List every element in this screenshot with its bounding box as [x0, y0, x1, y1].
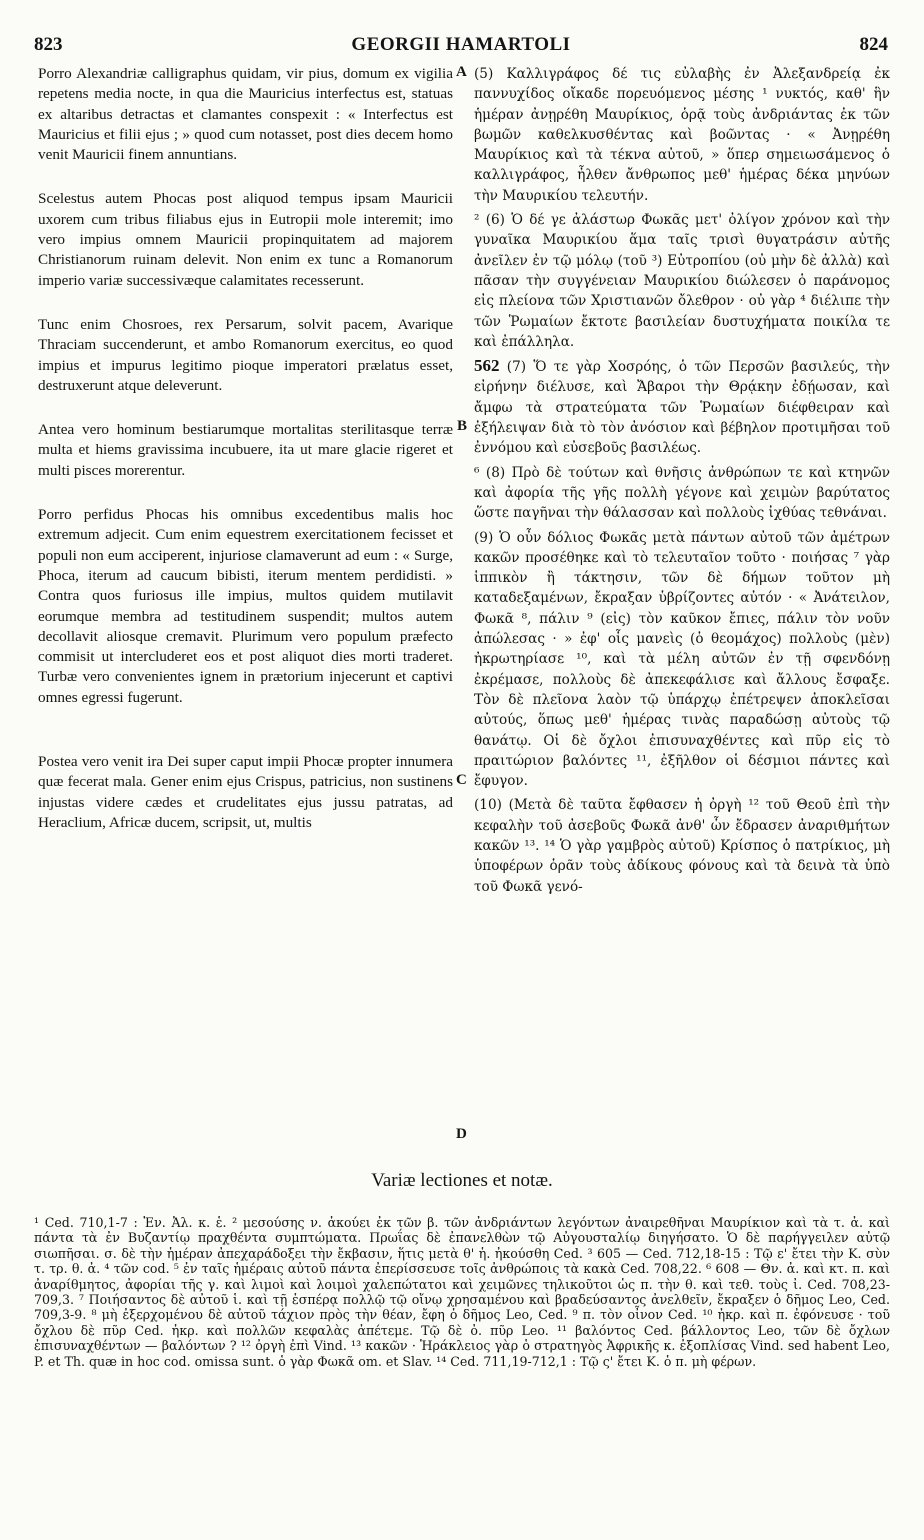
page-number-right: 824	[859, 34, 888, 55]
section-number: 562	[474, 356, 500, 376]
margin-marker-d: D	[456, 1126, 467, 1142]
margin-marker-a: A	[456, 64, 467, 80]
greek-paragraph: (9) Ὁ οὖν δόλιος Φωκᾶς μετὰ πάντων αὐτοῦ τῶν ἀμέτρων κακῶν προσέθηκε καὶ τὸ τελευταῖον τοῦτο · ποιήσας ⁷ γὰρ ἱππικὸν ἢ τάκτησιν, τῶν δὲ δήμων τοῦτον μὴ καταδεξαμένων, ἔκραξαν ὑβρίζοντες αὐτόν · « Ἀνάτειλον, Φωκᾶ ⁸, πάλιν ⁹ (εἰς) τὸν καῦκον ἔπιες, πάλιν τὸν νοῦν ἀπώλεσας · » ἐφ' οἷς μανεὶς (ὁ θεομάχος) πολλοὺς (μὲν) ἠκρωτηρίασε ¹⁰, καὶ τὰ μέλη αὐτῶν ἐν τῇ σφενδόνῃ ἐκρέμασε, πολλοὺς δὲ ἀπεκεφάλισε καὶ ἄλλους ἔσφαξε. Τὸν δὲ πλεῖονα λαὸν τῷ ὑπάρχῳ ἐπέτρεψεν ἀποκλεῖσαι αὐτούς, ὅπως μεθ' ἡμέρας τινὰς παραδώσῃ αὐτοὺς τῷ θανάτῳ. Οἱ δὲ ὄχλοι ἐπισυναχθέντες καὶ πῦρ εἰς τὸ πραιτώριον βαλόντες ¹¹, ἐξῆλθον οἱ δέσμιοι πάντες καὶ ἔφυγον.	[474, 529, 890, 790]
greek-paragraph: (10) (Μετὰ δὲ ταῦτα ἔφθασεν ἡ ὀργὴ ¹² τοῦ Θεοῦ ἐπὶ τὴν κεφαλὴν τοῦ ἀσεβοῦς Φωκᾶ ἀνθ' ὧν ἔδρασεν ἀναριθμήτων κακῶν ¹³. ¹⁴ Ὁ γὰρ γαμβρὸς αὐτοῦ) Κρίσπος ὁ πατρίκιος, μὴ ὑποφέρων ὁρᾶν τοὺς ἀδίκους φόνους καὶ τὰ δεινὰ τὰ ὑπὸ τοῦ Φωκᾶ γενό-	[474, 797, 890, 895]
margin-marker-b: B	[457, 418, 468, 434]
footnotes-text: ¹ Ced. 710,1-7 : Ἐν. Ἀλ. κ. ἑ. ² μεσούσης ν. ἀκούει ἐκ τῶν β. τῶν ἀνδριάντων λεγόντων ἀναιρεθῆναι Μαυρίκιον καὶ τὰ τ. ἀ. καὶ πάντα τὰ ἐν Βυζαντίῳ πραχθέντα συμπτώματα. Πρωΐας δὲ ἐπανελθὼν τῷ Αὐγουσταλίῳ διηγήσατο. Ὁ δὲ παρήγγειλεν αὐτῷ σιωπῆσαι. σ. δὲ τὴν ἡμέραν ἀπεχαράδοξει τὴν ἔκβασιν, ἥτις μετὰ θ' ἡ. ἠκούσθη Ced. ³ 605 — Ced. 712,18-15 : Τῷ ε' ἔτει τὴν Κ. σὺν τ. τρ. θ. ἀ. ⁴ τῶν cod. ⁵ ἐν ταῖς ἡμέραις αὐτοῦ πάντα ἐπερίσσευσε τοῖς ἀνθρώποις τὰ κακὰ Ced. 708,22. ⁶ 608 — Θν. ἀ. καὶ κτ. π. καὶ ἀναρίθμητος, ἀφορίαι τῆς γ. καὶ λιμοὶ καὶ λοιμοὶ χαλεπώτατοι καὶ χειμῶνες τηλικοῦτοι ὡς π. τὴν θ. καὶ τεθ. τοὺς ἰ. Ced. 708,23-709,3. ⁷ Ποιήσαντος δὲ αὐτοῦ ἱ. καὶ τῇ ἑσπέρᾳ πολλῷ τῷ οἴνῳ χρησαμένου καὶ βραδεύσαντος ἀνελθεῖν, ἔκραξεν ὁ δῆμος Leo, Ced. 709,3-9. ⁸ μὴ ἐξερχομένου δὲ αὐτοῦ τάχιον πρὸς τὴν θέαν, ἔφη ὁ δῆμος Leo, Ced. ⁹ π. τὸν οἶνον Ced. ¹⁰ ἠκρ. καὶ π. ἐφόνευσε · τοῦ ὄχλου δὲ πῦρ Ced. ἠκρ. καὶ πολλῶν κεφαλὰς ἀπέτεμε. Τῷ δὲ ὀ. πῦρ Leo. ¹¹ βαλόντος Ced. βάλλοντος Leo, τῶν δὲ ὄχλων ἐπισυναχθέντων — βαλόντων ? ¹² ὀργὴ ἐπὶ Vind. ¹³ κακῶν · Ἡράκλειος γὰρ ὁ στρατηγὸς Ἀφρικῆς κ. ἐξοπλίσας Vind. sed habent Leo, P. et Th. quæ in hoc cod. omissa sunt. ὁ γὰρ Φωκᾶ om. et Slav. ¹⁴ Ced. 711,19-712,1 : Τῷ ς' ἔτει Κ. ὁ π. μὴ φέρων.	[34, 1215, 890, 1369]
footnotes	[34, 1215, 890, 1369]
latin-paragraph: Antea vero hominum bestiarumque mortalitas sterilitasque terræ multa et hiems gravissima incubuere, ita ut mare glacie rigeret et multi pisces morerentur.	[38, 421, 453, 479]
greek-paragraph	[474, 356, 890, 458]
latin-paragraph: Postea vero venit ira Dei super caput impii Phocæ propter innumera quæ fecerat mala. Gener enim ejus Crispus, patricius, non sustinens injustas videre cædes et crudelitates ejus jussu patratas, ad Heraclium, Africæ ducem, scripsit, ut, multis	[38, 753, 453, 831]
greek-paragraph: (5) Καλλιγράφος δέ τις εὐλαβὴς ἐν Ἀλεξανδρείᾳ ἐκ παννυχίδος οἴκαδε πορευόμενος μέσης ¹ νυκτός, καθ' ἣν ἡμέραν ἀνῃρέθη Μαυρίκιος, ὁρᾷ τοὺς ἀνδριάντας ἐκ τῶν βωμῶν καθελκυσθέντας καὶ βοῶντας · « Ἀνῃρέθη Μαυρίκιος καὶ τὰ τέκνα αὐτοῦ, » ὅπερ σημειωσάμενος ὁ καλλιγράφος, ἦλθεν ἄνθρωπος μεθ' ἡμέρας δέκα μηνύων τὴν Μαυρικίου τελευτήν.	[474, 66, 890, 204]
latin-paragraph: Porro perfidus Phocas his omnibus excedentibus malis hoc extremum adjecit. Cum enim equestrem exercitationem fecisset et populi non eum acciperent, injuriose clamaverunt ad eum : « Surge, Phoca, iterum ad caucum bibisti, iterum mentem perdidisti. » Contra quos furiosus ille impius, multos quidem mutilavit eorumque membra ad testitudinem suspendit; multos autem decollavit aliosque cremavit. Plurimum vero populum præfecto commisit ut intercluderet eos et post aliquot dies morti traderet. Turbæ vero convenientes ignem in prætorium injecerunt et captivi omnes egressi fugerunt.	[38, 506, 453, 706]
latin-paragraph: Porro Alexandriæ calligraphus quidam, vir pius, domum ex vigilia repetens media nocte, in qua die Mauricius interfectus est, statuas ex altaribus detractas et clamantes conspexit : « Interfectus est Mauricius et filii ejus ; » quod cum notasset, post dies decem homo venit Mauricii finem annuntians.	[38, 65, 453, 164]
latin-paragraph: Scelestus autem Phocas post aliquod tempus ipsam Mauricii uxorem cum tribus filiabus ejus in Eutropii mole interemit; imo vero impius omnem Mauricii propinquitatem ad majorem Christianorum ruinam delevit. Non enim ex tunc a Romanorum imperio variæ successivæque calamitates recesserunt.	[38, 190, 453, 289]
latin-paragraph: Tunc enim Chosroes, rex Persarum, solvit pacem, Avarique Thraciam succenderunt, et ambo Romanorum exercitus, eo quod impius et impurus legitimo pioque imperatori prælatus esset, destruxerunt atque deleverunt.	[38, 315, 453, 394]
page-number-left: 823	[34, 34, 63, 55]
notes-heading: Variæ lectiones et notæ.	[371, 1170, 553, 1191]
latin-column	[38, 64, 453, 833]
greek-column	[474, 64, 890, 897]
greek-paragraph: ² (6) Ὁ δέ γε ἀλάστωρ Φωκᾶς μετ' ὀλίγον χρόνον καὶ τὴν γυναῖκα Μαυρικίου ἅμα ταῖς τρισὶ θυγατράσιν αὐτῆς ἀνεῖλεν ἐν τῷ μόλῳ (τοῦ ³) Εὐτροπίου (οὐ μὴν δὲ ἀλλὰ) καὶ πᾶσαν τὴν συγγένειαν Μαυρικίου διώλεσεν ὁ παράνομος εἰς πλείονα τῶν Χριστιανῶν ὄλεθρον · οὐ γὰρ ⁴ διέλιπε τὴν τῶν Ῥωμαίων ἔκτοτε βασιλείαν δυστυχήματα ποικίλα τε καὶ ἐπάλληλα.	[474, 212, 890, 350]
greek-paragraph: ⁶ (8) Πρὸ δὲ τούτων καὶ θνῆσις ἀνθρώπων τε καὶ κτηνῶν καὶ ἀφορία τῆς γῆς πολλὴ γέγονε καὶ χειμὼν βαρύτατος ὥστε παγῆναι τὴν θάλασσαν καὶ πολλοὺς ἰχθύας τεθνάναι.	[474, 464, 890, 522]
running-title: GEORGII HAMARTOLI	[351, 34, 571, 55]
margin-marker-c: C	[456, 772, 467, 788]
greek-paragraph-text: (7) Ὅ τε γὰρ Χοσρόης, ὁ τῶν Περσῶν βασιλεύς, τὴν εἰρήνην διέλυσε, καὶ Ἄβαροι τὴν Θρᾴκην ἐδῄωσαν, καὶ ἄμφω τὰ στρατεύματα τῶν Ῥωμαίων διέφθειραν καὶ ἐξήλειψαν διὰ τὸ τὸν ἀνόσιον καὶ βέβηλον προτιμῆσαι τοῦ ἐννόμου καὶ εὐσεβοῦς βασιλέως.	[474, 359, 890, 457]
page-header	[34, 34, 888, 60]
